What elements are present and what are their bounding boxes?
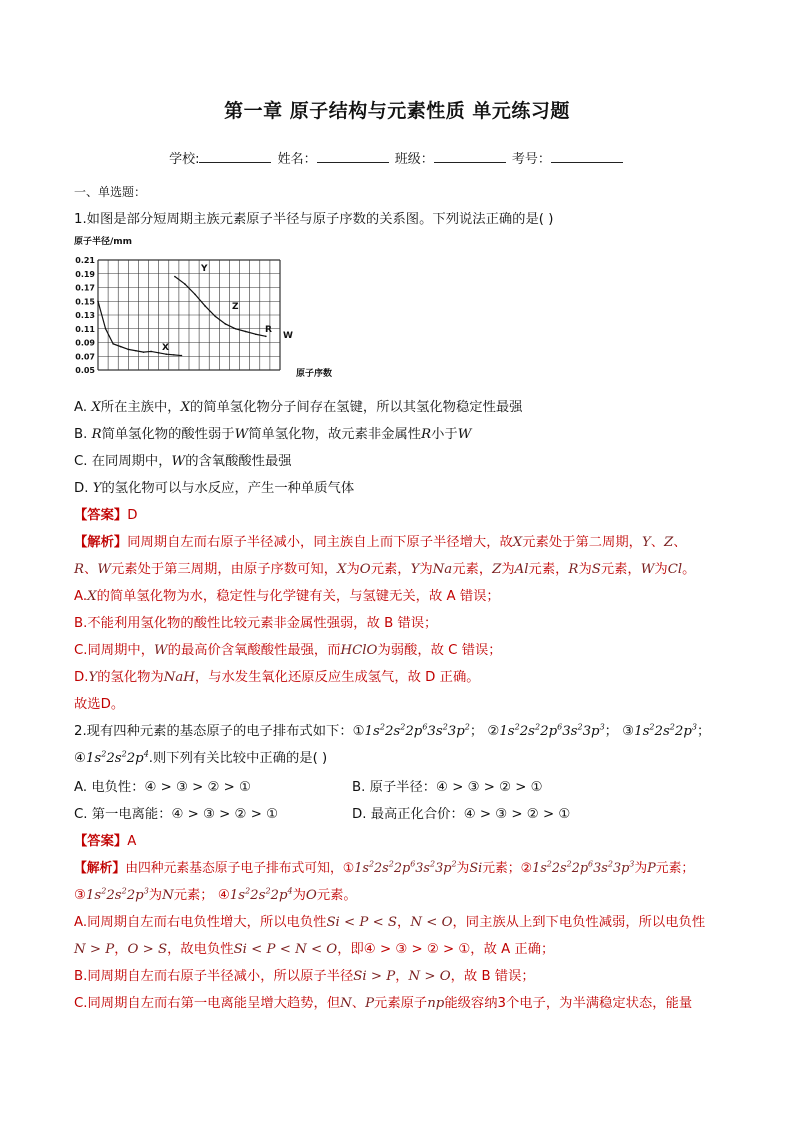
class-label: 班级： [394, 152, 434, 167]
q2-answer: 【答案】A [74, 834, 137, 849]
chart-xlabel: 原子序数 [296, 369, 333, 379]
data-point [214, 316, 216, 318]
point-label: Z [232, 302, 239, 312]
q2-stem-1: 2.现有四种元素的基态原子的电子排布式如下：$①1s^22s^22p^63s^23p^2$； $②1s^22s^22p^63s^23p^3$； $③1s^22s^22p^3$； [74, 722, 711, 739]
q1-analysis-3: A.X的简单氢化物为水，稳定性与化学键有关，与氢键无关，故 A 错误； [74, 589, 500, 604]
q2-analysis-2: $③1s^22s^22p^3$为N元素； $④1s^22s^22p^4$为O元素。 [74, 886, 357, 903]
page-title: 第一章 原子结构与元素性质 单元练习题 [224, 100, 570, 122]
q2-stem-2: $④1s^22s^22p^4$.则下列有关比较中正确的是( ) [74, 749, 328, 766]
data-point [174, 276, 176, 278]
q1-stem: 1.如图是部分短周期主族元素原子半径与原子序数的关系图。下列说法正确的是( ) [74, 212, 554, 227]
data-point [255, 333, 257, 335]
q2-option-c: C. 第一电离能：④ > ③ > ② > ① [74, 807, 278, 822]
q1-analysis-2: R、W元素处于第三周期，由原子序数可知，X为O元素，Y为Na元素，Z为Al元素，R为S元素，W为Cl。 [74, 562, 696, 577]
data-point [184, 283, 186, 285]
chart-point-labels [162, 264, 293, 353]
point-label: X [162, 343, 169, 353]
chart-yticks [75, 256, 95, 375]
data-point [97, 300, 99, 302]
chart-grid [98, 260, 280, 370]
data-point [181, 355, 183, 357]
y-tick-label: 0.15 [75, 297, 95, 307]
data-point [105, 328, 107, 330]
y-tick-label: 0.17 [75, 283, 95, 293]
y-tick-label: 0.05 [75, 366, 95, 375]
data-point [143, 351, 145, 353]
q1-analysis-1: 【解析】同周期自左而右原子半径减小，同主族自上而下原子半径增大，故X元素处于第二周期，Y、Z、 [74, 535, 687, 550]
data-point [173, 354, 175, 356]
q2-option-d: D. 最高正化合价：④ > ③ > ② > ① [352, 807, 571, 822]
q2-analysis-1: 【解析】由四种元素基态原子电子排布式可知，$①1s^22s^22p^63s^23p^2$为Si元素；$②1s^22s^22p^63s^23p^3$为P元素； [74, 859, 695, 876]
name-label: 姓名： [277, 152, 317, 167]
class-field[interactable] [434, 150, 506, 163]
point-label: W [283, 331, 293, 341]
y-tick-label: 0.13 [75, 311, 95, 320]
series-line [175, 277, 266, 337]
section-heading: 一、单选题： [74, 185, 147, 199]
data-point [158, 352, 160, 354]
data-point [235, 328, 237, 330]
q1-analysis-4: B.不能利用氢化物的酸性比较元素非金属性强弱，故 B 错误； [74, 616, 438, 631]
q1-answer: 【答案】D [74, 508, 138, 523]
atomic-radius-chart [74, 234, 354, 382]
point-label: R [265, 325, 272, 335]
q1-option-c: C. 在同周期中，W的含氧酸酸性最强 [74, 454, 292, 469]
data-point [120, 346, 122, 348]
data-point [165, 353, 167, 355]
number-field[interactable] [551, 150, 623, 163]
q1-option-d: D. Y的氢化物可以与水反应，产生一种单质气体 [74, 481, 355, 496]
q2-analysis-5: B.同周期自左而右原子半径减小，所以原子半径Si > P，N > O，故 B 错误； [74, 969, 535, 984]
data-point [128, 349, 130, 351]
student-info [0, 148, 794, 167]
data-point [245, 331, 247, 333]
school-label: 学校: [169, 152, 200, 167]
y-tick-label: 0.07 [75, 352, 95, 362]
q1-option-a: A. X所在主族中，X的简单氢化物分子间存在氢键，所以其氢化物稳定性最强 [74, 400, 523, 415]
y-tick-label: 0.21 [75, 256, 95, 265]
q1-analysis-5: C.同周期中，W的最高价含氧酸酸性最强，而HClO为弱酸，故 C 错误； [74, 643, 502, 658]
data-point [265, 336, 267, 338]
y-tick-label: 0.09 [75, 338, 95, 348]
q2-option-a: A. 电负性：④ > ③ > ② > ① [74, 780, 251, 795]
data-point [150, 351, 152, 353]
data-point [135, 350, 137, 352]
q2-analysis-3: A.同周期自左而右电负性增大，所以电负性Si < P < S，N < O，同主族从上到下电负性减弱，所以电负性 [74, 915, 706, 930]
q1-analysis-6: D.Y的氢化物为NaH，与水发生氧化还原反应生成氢气，故 D 正确。 [74, 670, 480, 685]
number-label: 考号： [511, 152, 551, 167]
data-point [225, 323, 227, 325]
chart-ylabel: 原子半径/mm [74, 237, 133, 247]
y-tick-label: 0.11 [75, 324, 95, 334]
name-field[interactable] [317, 150, 389, 163]
data-point [204, 305, 206, 307]
point-label: Y [201, 264, 208, 274]
school-field[interactable] [199, 150, 271, 163]
y-tick-label: 0.19 [75, 269, 95, 279]
q1-analysis-7: 故选D。 [74, 697, 125, 712]
data-point [112, 343, 114, 345]
q2-option-b: B. 原子半径：④ > ③ > ② > ① [352, 780, 543, 795]
q2-analysis-4: N > P，O > S，故电负性Si < P < N < O，即④ > ③ > ② > ①，故 A 正确； [74, 942, 555, 957]
q2-analysis-6: C.同周期自左而右第一电离能呈增大趋势，但N、P元素原子np能级容纳3个电子，为半满稳定状态，能量 [74, 996, 693, 1011]
q1-option-b: B. R简单氢化物的酸性弱于W简单氢化物，故元素非金属性R小于W [74, 427, 472, 442]
data-point [194, 294, 196, 296]
